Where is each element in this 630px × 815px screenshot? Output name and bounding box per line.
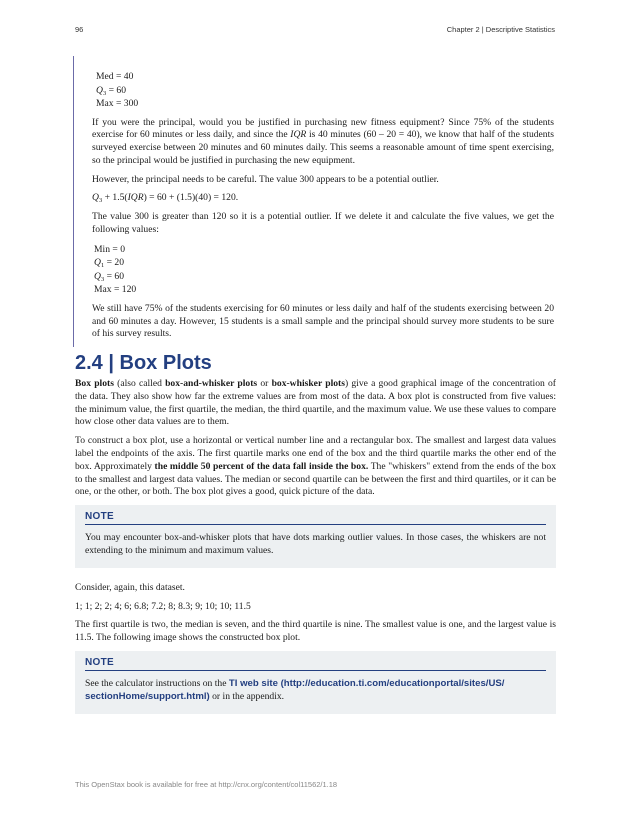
med-line: Med = 40 (96, 71, 134, 82)
section-paragraph-2: To construct a box plot, use a horizontal or vertical number line and a rectangular box. The smallest and largest data values label the endpoints of the axis. The first quartile marks one end of the box and the third quartile marks the other end of the box. Approximately the middle 50 percent of the data fall inside the box. The "whiskers" extend from the ends of the box to the smallest and largest data values. The median or second quartile can be between the first and third quartiles, or it can be one, or the other, or both. The box plot gives a good, quick picture of the data. (75, 435, 556, 498)
note-box-2 (75, 651, 556, 714)
example-paragraph-4: We still have 75% of the students exercising for 60 minutes or less daily and half of the students exercising between 20 and 60 minutes a day. However, 15 students is a small sample and the principal should survey more students to be sure of his survey results. (92, 302, 554, 340)
section-body (75, 378, 556, 728)
q3-line-2: $Q_3 = 60$ (94, 270, 124, 283)
q1-line: $Q_1 = 20$ (94, 257, 124, 270)
ti-website-link[interactable]: TI web site (http://education.ti.com/educationportal/sites/US/ sectionHome/support.html) (85, 677, 505, 702)
page-number: 96 (75, 25, 84, 34)
five-number-lines-2 (94, 243, 554, 297)
note-box-1 (75, 505, 556, 568)
section-paragraph-4: The first quartile is two, the median is seven, and the third quartile is nine. The smallest value is one, and the largest value is 11.5. The following image shows the constructed box plot. (75, 619, 556, 644)
section-title: 2.4 | Box Plots (75, 352, 212, 374)
section-paragraph-3: Consider, again, this dataset. (75, 581, 185, 593)
note-text-1: You may encounter box-and-whisker plots that have dots marking outlier values. In those cases, the whiskers are not extending to the minimum and maximum values. (85, 532, 546, 556)
example-paragraph-1: If you were the principal, would you be justified in purchasing new fitness equipment? Since 75% of the students exercise for 60 minutes or less daily, and since the IQR is 40 minutes (60 – 20 = 40), we know that half of the students surveyed exercise between 20 minutes and 60 minutes daily. This seems a reasonable amount of time spent exercising, so the principal would be justified in purchasing the new equipment. (92, 116, 554, 166)
chapter-header: Chapter 2 | Descriptive Statistics (446, 25, 555, 34)
page-footer: This OpenStax book is available for free at http://cnx.org/content/col11562/1.18 (75, 780, 338, 789)
min-line: Min = 0 (94, 243, 125, 255)
note-title-1: NOTE (85, 511, 546, 525)
example-paragraph-3: The value 300 is greater than 120 so it is a potential outlier. If we delete it and calculate the five values, we get the following values: (92, 211, 554, 236)
example-paragraph-2: However, the principal needs to be careful. The value 300 appears to be a potential outlier. (92, 173, 439, 185)
note-title-2: NOTE (85, 657, 546, 671)
max-line: Max = 300 (96, 98, 139, 109)
q3-line: $Q_3 = 60$ (96, 84, 126, 97)
max-line-2: Max = 120 (94, 284, 137, 296)
five-number-lines-1 (96, 70, 554, 111)
example-box (73, 56, 554, 347)
note-text-2: See the calculator instructions on the TI web site (http://education.ti.com/educationportal/sites/US/ sectionHome/support.html) or in the appendix. (85, 677, 505, 702)
dataset-line: 1; 1; 2; 2; 4; 6; 6.8; 7.2; 8; 8.3; 9; 10; 10; 11.5 (75, 600, 251, 612)
outlier-formula: $Q_3 + 1.5(IQR) = 60 + (1.5)(40) = 120$. (92, 192, 239, 205)
section-paragraph-1: Box plots (also called box-and-whisker plots or box-whisker plots) give a good graphical image of the concentration of the data. They also show how far the extreme values are from most of the data. A box plot is constructed from five values: the minimum value, the first quartile, the median, the third quartile, and the maximum value. We use these values to compare how close other data values are to them. (75, 378, 556, 428)
